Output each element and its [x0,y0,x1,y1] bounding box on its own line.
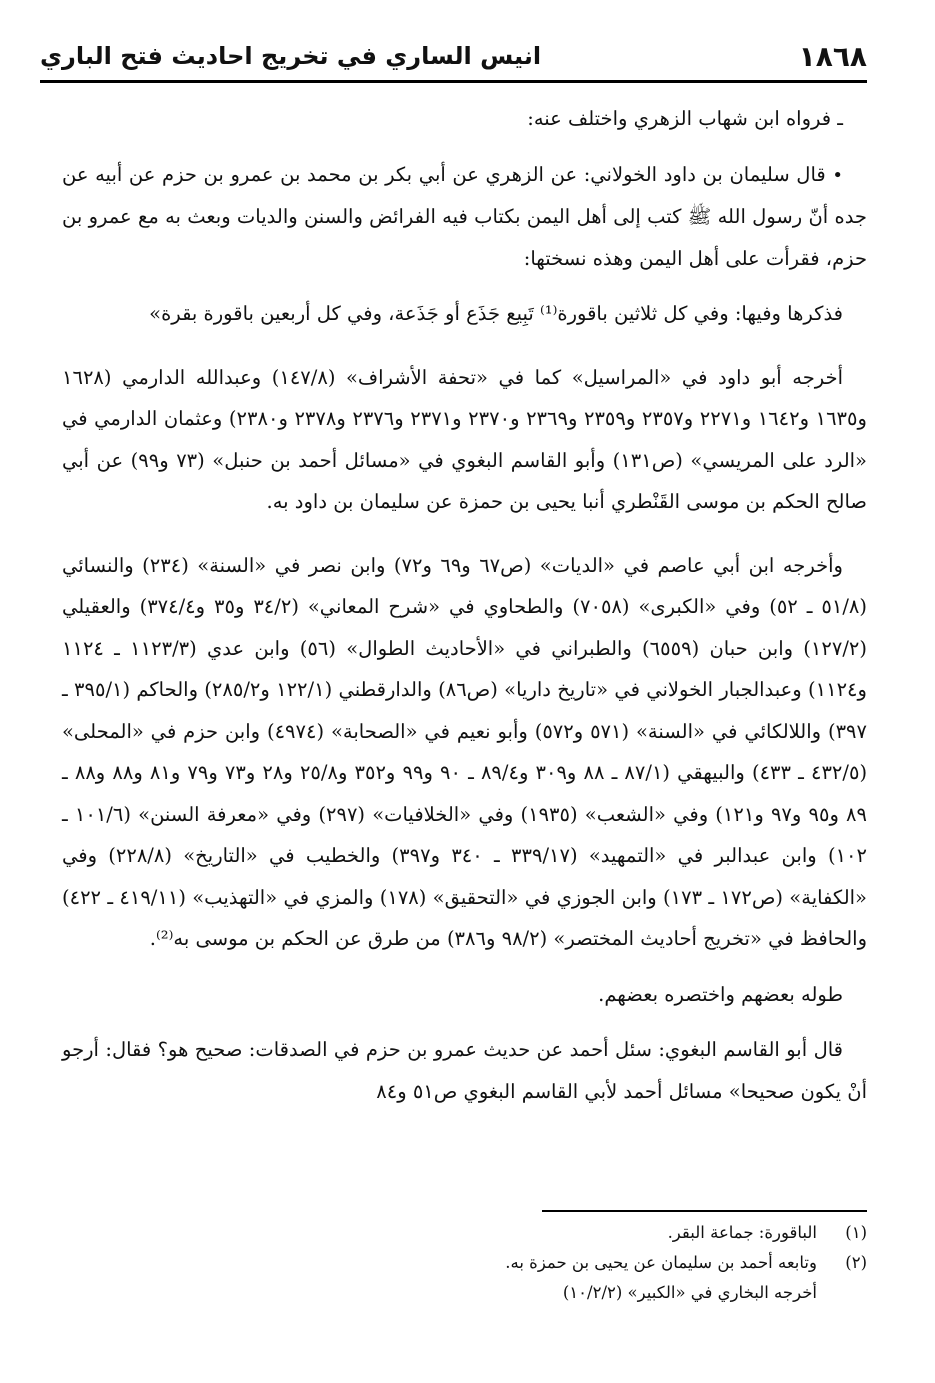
header-divider [40,80,867,83]
paragraph: • قال سليمان بن داود الخولاني: عن الزهري عن أبي بكر بن محمد بن عمرو بن حزم عن أبيه عن جده أنّ رسول الله ﷺ كتب إلى أهل اليمن بكتاب فيه الفرائض والسنن والديات وبعث به مع عمرو بن حزم، فقرأت على أهل اليمن وهذه نسختها: [62,162,867,270]
footnote-continuation: أخرجه البخاري في «الكبير» (١٠/٢/٢) [562,1283,817,1302]
bullet-icon: • [832,164,843,186]
footnote-divider [542,1210,867,1212]
footnotes [62,1218,867,1308]
paragraph: قال أبو القاسم البغوي: سئل أحمد عن حديث عمرو بن حزم في الصدقات: صحيح هو؟ فقال: أرجو أنْ يكون صحيحا» مسائل أحمد لأبي القاسم البغوي ص٥١ و٨٤ [62,1038,867,1103]
paragraph: فذكرها وفيها: وفي كل ثلاثين باقورة⁽¹⁾ تَبِيع جَذَع أو جَذَعة، وفي كل أربعين باقورة بقرة» [149,302,843,325]
footnote [62,1218,867,1248]
paragraph: أخرجه أبو داود في «المراسيل» كما في «تحفة الأشراف» (١٤٧/٨) وعبدالله الدارمي (١٦٢٨ و١٦٣٥ و١٦٤٢ و٢٢٧١ و٢٣٥٧ و٢٣٥٩ و٢٣٦٩ و٢٣٧٠ و٢٣٧١ و٢٣٧٦ و٢٣٧٨ و٢٣٨٠) وعثمان الدارمي في «الرد على المريسي» (ص١٣١) وأبو القاسم البغوي في «مسائل أحمد بن حنبل» (٧٣ و٩٩) عن أبي صالح الحكم بن موسى القَنْطري أنبا يحيى بن حمزة عن سليمان بن داود به. [62,365,867,513]
footnote [62,1248,867,1278]
page-number: ١٨٦٨ [798,39,867,73]
footnote-text: وتابعه أحمد بن سليمان عن يحيى بن حمزة به. [505,1253,817,1272]
footnote-number: (١) [845,1223,867,1242]
paragraph: وأخرجه ابن أبي عاصم في «الديات» (ص٦٧ و٦٩ و٧٢) وابن نصر في «السنة» (٢٣٤) والنسائي (٥١/٨ ـ ٥٢) وفي «الكبرى» (٧٠٥٨) والطحاوي في «شرح المعاني» (٣٤/٢ و٣٥ و٣٧٤/٤) والعقيلي (١٢٧/٢) وابن حبان (٦٥٥٩) والطبراني في «الأحاديث الطوال» (٥٦) وابن عدي (١١٢٣/٣ ـ ١١٢٤ و١١٢٤) وعبدالجبار الخولاني في «تاريخ داريا» (ص٨٦) والدارقطني (١٢٢/١ و٢٨٥/٢) والحاكم (٣٩٥/١ ـ ٣٩٧) واللالكائي في «السنة» (٥٧١ و٥٧٢) وأبو نعيم في «الصحابة» (٤٩٧٤) وابن حزم في «المحلى» (٤٣٢/٥ ـ ٤٣٣) والبيهقي (٨٧/١ ـ ٨٨ و٣٠٩ و٨٩/٤ ـ ٩٠ و٩٩ و٣٥٢ و٢٥/٨ و٢٨ و٧٣ و٧٩ و٨١ و٨٨ و٨٨ ـ ٨٩ و٩٥ و٩٧ و١٢١) وفي «الشعب» (١٩٣٥) وفي «الخلافيات» (٢٩٧) وفي «معرفة السنن» (١٠١/٦ ـ ١٠٢) وابن عبدالبر في «التمهيد» (٣٣٩/١٧ ـ ٣٤٠ و٣٩٧) والخطيب في «التاريخ» (٢٢٨/٨) وفي «الكفاية» (ص١٧٢ ـ ١٧٣) وابن الجوزي في «التحقيق» (١٧٨) والمزي في «التهذيب» (٤١٩/١١ ـ ٤٢٢) والحافظ في «تخريج أحاديث المختصر» (٩٨/٢ و٣٨٦) من طرق عن الحكم بن موسى به⁽²⁾. [62,553,868,950]
page-header [40,36,867,76]
running-title: انيس الساري في تخريج احاديث فتح الباري [40,42,542,70]
paragraph: ـ فرواه ابن شهاب الزهري واختلف عنه: [527,107,843,130]
footnote-number: (٢) [845,1253,867,1272]
paragraph: طوله بعضهم واختصره بعضهم. [598,982,843,1006]
footnote-text: الباقورة: جماعة البقر. [667,1223,817,1242]
main-text [62,98,867,1112]
